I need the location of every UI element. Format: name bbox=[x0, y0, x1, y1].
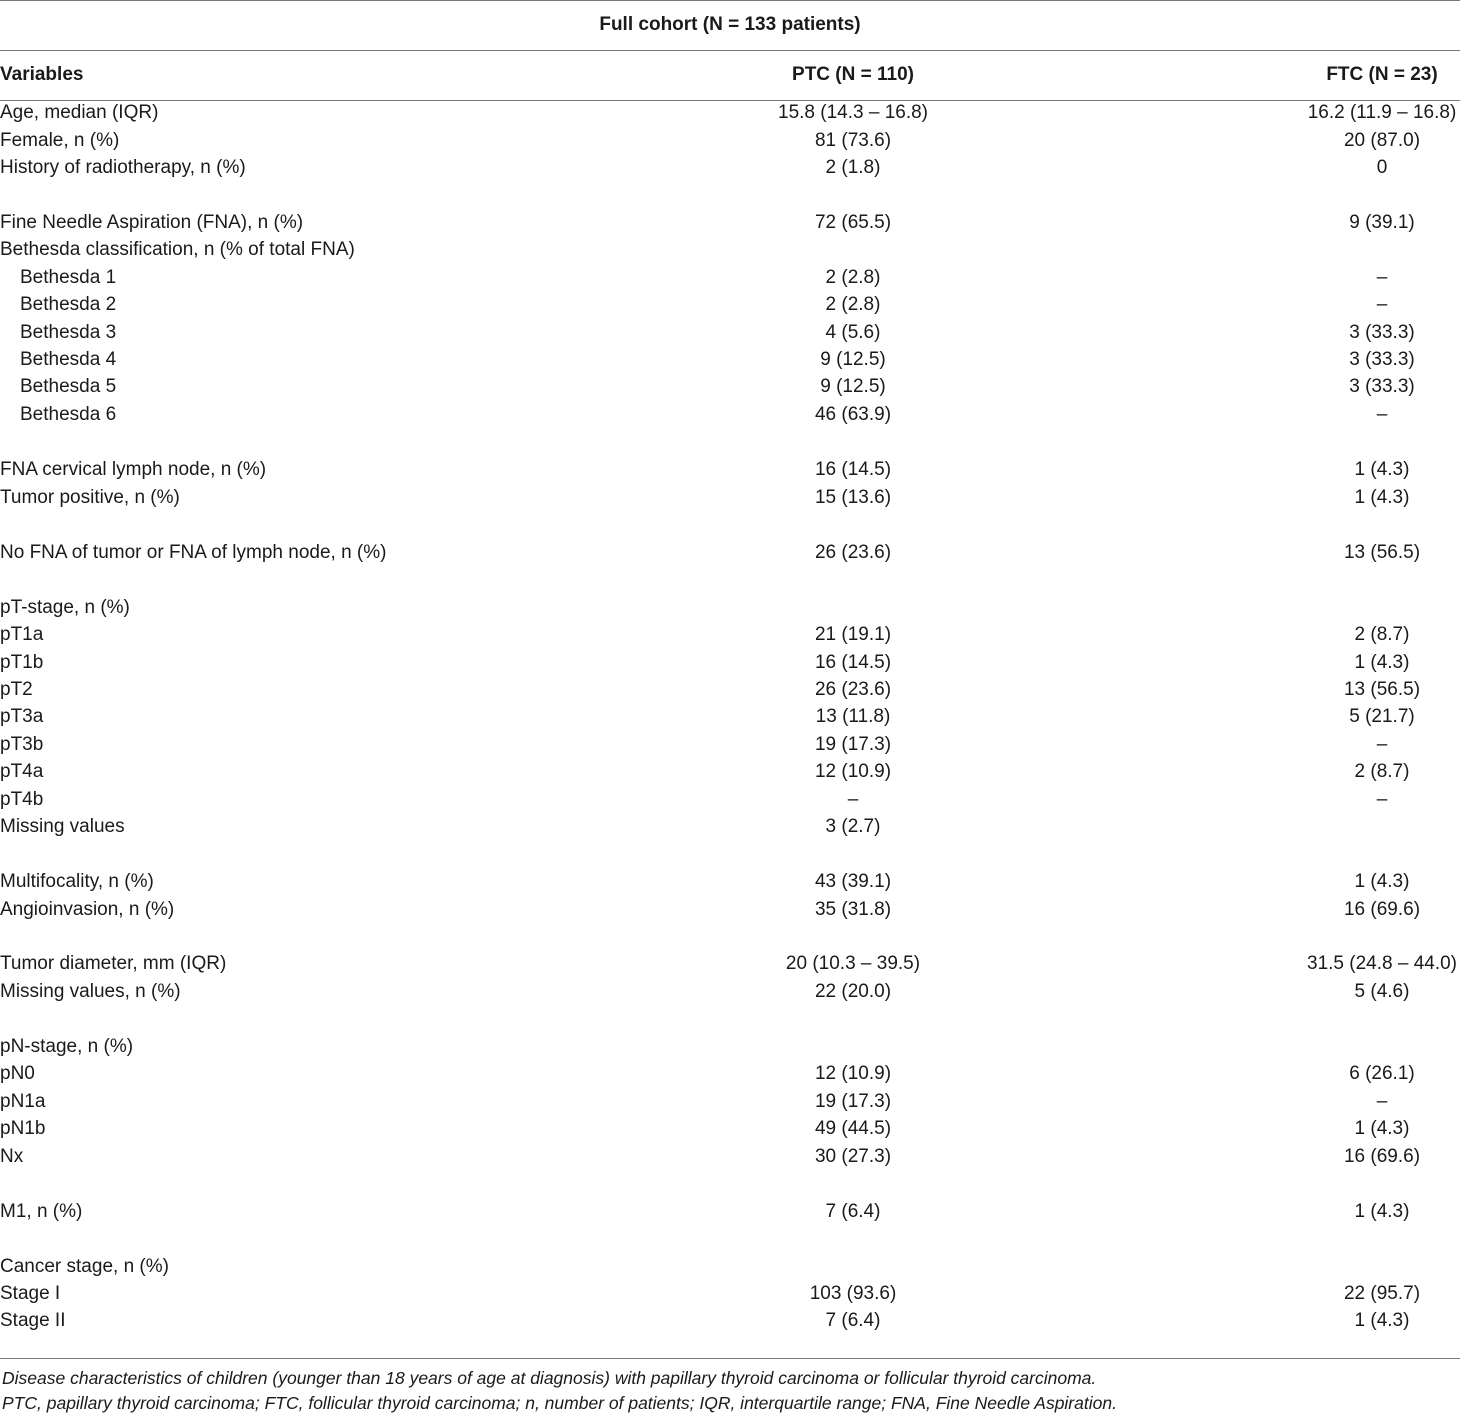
ftc-cell: 1 (4.3) bbox=[1354, 652, 1410, 673]
variable-cell: Stage I bbox=[0, 1283, 61, 1304]
ftc-cell: 9 (39.1) bbox=[1349, 212, 1415, 233]
table-row bbox=[0, 401, 1460, 428]
ptc-cell: 13 (11.8) bbox=[815, 706, 891, 727]
ftc-cell: 2 (8.7) bbox=[1354, 761, 1410, 782]
variable-cell: No FNA of tumor or FNA of lymph node, n (%) bbox=[0, 542, 387, 563]
table-row bbox=[0, 978, 1460, 1005]
ftc-cell: 1 (4.3) bbox=[1354, 459, 1410, 480]
table-row bbox=[0, 209, 1460, 236]
variable-cell: pT4b bbox=[0, 789, 44, 810]
table-row bbox=[0, 99, 1460, 126]
table-row bbox=[0, 731, 1460, 758]
variable-cell: Stage II bbox=[0, 1310, 66, 1331]
variable-cell: pT-stage, n (%) bbox=[0, 597, 130, 618]
variable-cell: Tumor diameter, mm (IQR) bbox=[0, 953, 227, 974]
ptc-cell: 15 (13.6) bbox=[814, 487, 892, 508]
header-variables: Variables bbox=[0, 64, 84, 85]
ftc-cell: – bbox=[1376, 734, 1388, 755]
table-row bbox=[0, 539, 1460, 566]
ptc-cell: 3 (2.7) bbox=[825, 816, 881, 837]
table-row bbox=[0, 1115, 1460, 1142]
ptc-cell: 26 (23.6) bbox=[814, 679, 892, 700]
variable-cell: Tumor positive, n (%) bbox=[0, 487, 180, 508]
header-ptc: PTC (N = 110) bbox=[792, 64, 914, 85]
ptc-cell: 2 (2.8) bbox=[825, 267, 881, 288]
ptc-cell: 2 (1.8) bbox=[825, 157, 881, 178]
table-row bbox=[0, 703, 1460, 730]
table-row bbox=[0, 786, 1460, 813]
ftc-cell: 1 (4.3) bbox=[1354, 871, 1410, 892]
variable-cell: pT3a bbox=[0, 706, 44, 727]
ftc-cell: – bbox=[1376, 1091, 1388, 1112]
variable-cell: Bethesda 1 bbox=[20, 267, 117, 288]
table-row bbox=[0, 373, 1460, 400]
variable-cell: pT3b bbox=[0, 734, 44, 755]
variable-cell: Nx bbox=[0, 1146, 24, 1167]
variable-cell: pN1b bbox=[0, 1118, 46, 1139]
table-row bbox=[0, 758, 1460, 785]
table-row bbox=[0, 1198, 1460, 1225]
ptc-cell: 46 (63.9) bbox=[814, 404, 892, 425]
table-row bbox=[0, 649, 1460, 676]
variable-cell: Bethesda 6 bbox=[20, 404, 117, 425]
variable-cell: pT4a bbox=[0, 761, 44, 782]
ftc-cell: 1 (4.3) bbox=[1354, 1310, 1410, 1331]
variable-cell: Fine Needle Aspiration (FNA), n (%) bbox=[0, 212, 304, 233]
table-row bbox=[0, 346, 1460, 373]
variable-cell: Missing values, n (%) bbox=[0, 981, 181, 1002]
variable-cell: Female, n (%) bbox=[0, 130, 120, 151]
ptc-cell: 12 (10.9) bbox=[814, 761, 892, 782]
table-row bbox=[0, 319, 1460, 346]
ptc-cell: 19 (17.3) bbox=[814, 734, 892, 755]
table-row bbox=[0, 1143, 1460, 1170]
ptc-cell: 103 (93.6) bbox=[809, 1283, 897, 1304]
table-row bbox=[0, 236, 1460, 263]
ptc-cell: 2 (2.8) bbox=[825, 294, 881, 315]
ftc-cell: 6 (26.1) bbox=[1349, 1063, 1415, 1084]
ptc-cell: 9 (12.5) bbox=[820, 376, 886, 397]
ftc-cell: 3 (33.3) bbox=[1349, 376, 1415, 397]
variable-cell: pT2 bbox=[0, 679, 33, 700]
top-rule bbox=[0, 0, 1460, 1]
ftc-cell: 20 (87.0) bbox=[1343, 130, 1421, 151]
ftc-cell: 1 (4.3) bbox=[1354, 1201, 1410, 1222]
table-row bbox=[0, 291, 1460, 318]
ftc-cell: 13 (56.5) bbox=[1343, 542, 1421, 563]
ftc-cell: – bbox=[1376, 267, 1388, 288]
variable-cell: pN1a bbox=[0, 1091, 46, 1112]
ptc-cell: 19 (17.3) bbox=[814, 1091, 892, 1112]
ftc-cell: 16 (69.6) bbox=[1343, 1146, 1421, 1167]
table-row bbox=[0, 813, 1460, 840]
ftc-cell: 16 (69.6) bbox=[1343, 899, 1421, 920]
table-row bbox=[0, 621, 1460, 648]
ftc-cell: 1 (4.3) bbox=[1354, 487, 1410, 508]
variable-cell: Bethesda 3 bbox=[20, 322, 117, 343]
ptc-cell: 21 (19.1) bbox=[814, 624, 892, 645]
table-row bbox=[0, 1060, 1460, 1087]
ptc-cell: 30 (27.3) bbox=[814, 1146, 892, 1167]
variable-cell: FNA cervical lymph node, n (%) bbox=[0, 459, 267, 480]
ftc-cell: 13 (56.5) bbox=[1343, 679, 1421, 700]
footnote-description: Disease characteristics of children (younger than 18 years of age at diagnosis) with papillary thyroid carcinoma or follicular thyroid carcinoma. bbox=[2, 1368, 1097, 1388]
ptc-cell: 15.8 (14.3 – 16.8) bbox=[778, 102, 928, 123]
variable-cell: pT1a bbox=[0, 624, 44, 645]
ptc-cell: 4 (5.6) bbox=[825, 322, 881, 343]
ptc-cell: – bbox=[847, 789, 859, 810]
table-row bbox=[0, 154, 1460, 181]
table-row bbox=[0, 868, 1460, 895]
ptc-cell: 26 (23.6) bbox=[814, 542, 892, 563]
ftc-cell: 16.2 (11.9 – 16.8) bbox=[1307, 102, 1457, 123]
table-row bbox=[0, 896, 1460, 923]
ptc-cell: 22 (20.0) bbox=[814, 981, 892, 1002]
ptc-cell: 49 (44.5) bbox=[814, 1118, 892, 1139]
ftc-cell: – bbox=[1376, 404, 1388, 425]
ptc-cell: 16 (14.5) bbox=[814, 459, 892, 480]
ptc-cell: 72 (65.5) bbox=[814, 212, 892, 233]
ptc-cell: 7 (6.4) bbox=[825, 1201, 881, 1222]
table-row bbox=[0, 264, 1460, 291]
variable-cell: Bethesda 5 bbox=[20, 376, 117, 397]
variable-cell: Missing values bbox=[0, 816, 125, 837]
variable-cell: History of radiotherapy, n (%) bbox=[0, 157, 246, 178]
variable-cell: Bethesda 4 bbox=[20, 349, 117, 370]
ptc-cell: 81 (73.6) bbox=[814, 130, 892, 151]
ftc-cell: 3 (33.3) bbox=[1349, 349, 1415, 370]
variable-cell: pN0 bbox=[0, 1063, 35, 1084]
table-row bbox=[0, 456, 1460, 483]
ptc-cell: 35 (31.8) bbox=[814, 899, 892, 920]
table-row bbox=[0, 594, 1460, 621]
table-row bbox=[0, 1307, 1460, 1334]
table-row bbox=[0, 1280, 1460, 1307]
table-row bbox=[0, 1088, 1460, 1115]
footnote-abbreviations: PTC, papillary thyroid carcinoma; FTC, follicular thyroid carcinoma; n, number of patients; IQR, interquartile range; FNA, Fine Needle Aspiration. bbox=[2, 1393, 1117, 1413]
variable-cell: M1, n (%) bbox=[0, 1201, 83, 1222]
ptc-cell: 43 (39.1) bbox=[814, 871, 892, 892]
variable-cell: Bethesda classification, n (% of total FNA) bbox=[0, 239, 355, 260]
ftc-cell: – bbox=[1376, 789, 1388, 810]
ptc-cell: 16 (14.5) bbox=[814, 652, 892, 673]
ftc-cell: – bbox=[1376, 294, 1388, 315]
ftc-cell: 0 bbox=[1376, 157, 1388, 178]
cohort-rule bbox=[0, 50, 1460, 51]
cohort-title: Full cohort (N = 133 patients) bbox=[599, 14, 861, 35]
variable-cell: Cancer stage, n (%) bbox=[0, 1256, 169, 1277]
ftc-cell: 22 (95.7) bbox=[1343, 1283, 1421, 1304]
variable-cell: Bethesda 2 bbox=[20, 294, 117, 315]
variable-cell: pN-stage, n (%) bbox=[0, 1036, 134, 1057]
table-row bbox=[0, 1253, 1460, 1280]
ftc-cell: 5 (21.7) bbox=[1349, 706, 1415, 727]
ftc-cell: 3 (33.3) bbox=[1349, 322, 1415, 343]
variable-cell: Multifocality, n (%) bbox=[0, 871, 154, 892]
table-row bbox=[0, 950, 1460, 977]
variable-cell: Age, median (IQR) bbox=[0, 102, 159, 123]
ptc-cell: 7 (6.4) bbox=[825, 1310, 881, 1331]
ftc-cell: 5 (4.6) bbox=[1354, 981, 1410, 1002]
variable-cell: pT1b bbox=[0, 652, 44, 673]
table-row bbox=[0, 127, 1460, 154]
ftc-cell: 31.5 (24.8 – 44.0) bbox=[1307, 953, 1457, 974]
ptc-cell: 12 (10.9) bbox=[814, 1063, 892, 1084]
ptc-cell: 20 (10.3 – 39.5) bbox=[785, 953, 921, 974]
ptc-cell: 9 (12.5) bbox=[820, 349, 886, 370]
table-row bbox=[0, 1033, 1460, 1060]
header-ftc: FTC (N = 23) bbox=[1326, 64, 1438, 85]
ftc-cell: 2 (8.7) bbox=[1354, 624, 1410, 645]
table-row bbox=[0, 484, 1460, 511]
ftc-cell: 1 (4.3) bbox=[1354, 1118, 1410, 1139]
variable-cell: Angioinvasion, n (%) bbox=[0, 899, 175, 920]
bottom-rule bbox=[0, 1358, 1460, 1359]
table-row bbox=[0, 676, 1460, 703]
